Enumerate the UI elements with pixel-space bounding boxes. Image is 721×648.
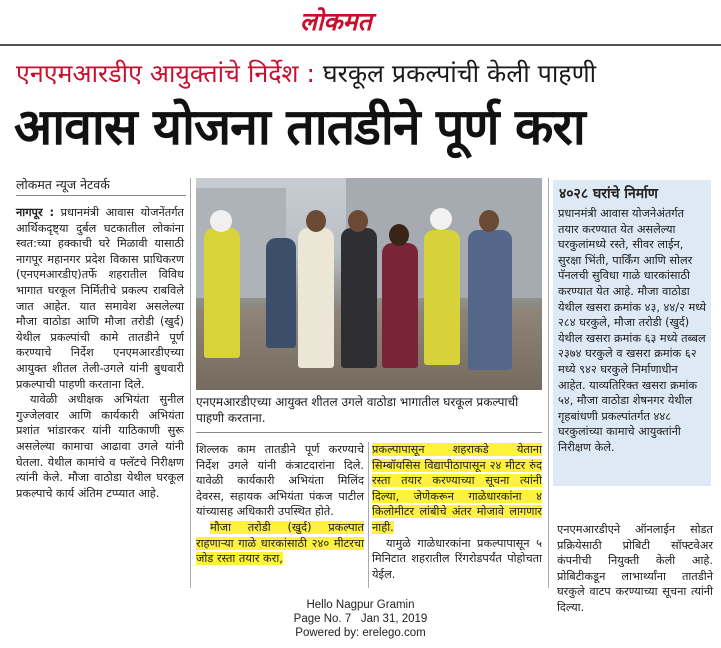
paragraph-3: शिल्लक काम तातडीने पूर्ण करण्याचे निर्देश उगले यांनी कंत्राटदारांना दिले. यावेळी कार्यकारी अभियंता मिलिंद देवरस, सहायक अभियंता पंकज पाटील यांच्यासह अधिकारी उपस्थित होते.	[196, 443, 364, 519]
masthead	[0, 0, 721, 44]
paragraph-2: यावेळी अधीक्षक अभियंता सुनील गुज्जेलवार आणि कार्यकारी अभियंता प्रशांत भांडारकर यांनी याठिकाणी सुरू असलेल्या कामाचा आढावा उगले यांनी घेतला. येथील कामांचे व फ्लॅटचे निरीक्षण त्यांनी केले. मौजा वाठोडा येथील घरकूल प्रकल्पाचे कार्य अंतिम टप्प्यात आहे.	[16, 393, 184, 500]
dateline: नागपूर :	[16, 206, 55, 219]
paragraph-7: एनएमआरडीएने ऑनलाईन सोडत प्रक्रियेसाठी प्रोबिटी सॉफ्टवेअर कंपनीची नियुक्ती केली आहे. प्रोबिटीकडून लाभार्थ्यांना तातडीने घरकुले वाटप करण्याच्या सूचना त्यांनी दिल्या.	[557, 523, 713, 614]
paragraph-6: यामुळे गाळेधारकांना प्रकल्पापासून ५ मिनिटात शहरातील रिंगरोडपर्यंत पोहोचता येईल.	[372, 536, 542, 581]
column-divider	[190, 178, 191, 588]
sidebar-title: ४०२८ घरांचे निर्माण	[559, 186, 658, 202]
column-divider	[548, 178, 549, 588]
powered-by: Powered by: erelego.com	[295, 627, 426, 639]
caption-rule	[196, 432, 542, 433]
main-headline: आवास योजना तातडीने पूर्ण करा	[14, 98, 585, 156]
paragraph-4	[196, 520, 364, 567]
paragraph-1-text: प्रधानमंत्री आवास योजनेंतर्गत आर्थिकदृष्ट्या दुर्बल घटकातील लोकांना स्वत:च्या हक्काची घरे मिळावी यासाठी नागपूर महानगर प्रदेश विकास प्राधिकरण (एनएमआरडीए)तर्फे शहरातील विविध भागात घरकूल निर्मितीचे प्रकल्प राबविले जात आहेत. यात समावेश असलेल्या मौजा वाठोडा आणि मौजा तरोडी (खुर्द) येथील प्रकल्पांची कामे तातडीने पूर्ण करण्याचे निर्देश एनएमआरडीएच्या आयुक्त शीतल तेली-उगले यांनी बुधवारी प्रकल्पाची पाहणी करताना दिले.	[16, 206, 184, 391]
news-photo	[196, 178, 542, 390]
kicker-lead: एनएमआरडीए आयुक्तांचे निर्देश :	[16, 59, 315, 88]
page-footer	[0, 598, 721, 640]
paragraph-1	[16, 205, 184, 392]
article-column-3	[372, 442, 542, 582]
photo-caption: एनएमआरडीएच्या आयुक्त शीतल उगले वाठोडा भागातील घरकूल प्रकल्पाची पाहणी करताना.	[196, 395, 519, 425]
sidebar-text: प्रधानमंत्री आवास योजनेअंतर्गत तयार करण्यात येत असलेल्या घरकुलांमध्ये रस्ते, सीवर लाईन, सुरक्षा भिंती, पार्किंग आणि सोलर पॅनलची सुविधा गाळे धारकांसाठी करण्यात येत आहे. मौजा वाठोडा येथील खसरा क्रमांक ४३, ४४/२ मध्ये २८४ घरकुले, मौजा तरोडी (खुर्द) येथील खसरा क्रमांक ६३ मध्ये तब्बल २३७४ घरकुले व खसरा क्रमांक ६२ मध्ये ९४२ घरकुले निर्माणाधीन आहेत. याव्यतिरिक्त खसरा क्रमांक ५४, मौजा वाठोडा शेषनगर येथील गृहबांधणी प्रकल्पांतर्गत ४४८ घरकुलांच्या कामाचे आयुक्तांनी निरीक्षण केले.	[558, 207, 707, 454]
byline: लोकमत न्यूज नेटवर्क	[16, 177, 110, 192]
highlighted-text: मौजा तरोडी (खुर्द) प्रकल्पात राहणाऱ्या गाळे धारकांसाठी २४० मीटरचा जोड रस्ता तयार करा,	[196, 520, 364, 566]
page-number: Page No. 7	[293, 613, 352, 625]
byline-rule	[16, 195, 186, 196]
page-info	[0, 612, 721, 626]
newspaper-logo: लोकमत	[300, 7, 372, 36]
kicker-headline	[16, 58, 596, 90]
publish-date: Jan 31, 2019	[360, 613, 428, 625]
highlighted-text: प्रकल्पापासून शहराकडे येताना सिम्बॉयसिस विद्यापीठापासून २४ मीटर रुंद रस्ता तयार करण्याच्या सूचना त्यांनी दिल्या, जेणेकरून गाळेधारकांना ४ किलोमीटर लांबीचे अंतर मोजावे लागणार नाही.	[372, 443, 542, 534]
column-divider	[368, 442, 369, 588]
paragraph-5	[372, 442, 542, 536]
edition-name: Hello Nagpur Gramin	[306, 599, 415, 611]
kicker-rest: घरकूल प्रकल्पांची केली पाहणी	[322, 59, 597, 88]
article-column-2	[196, 442, 364, 567]
masthead-rule	[0, 44, 721, 46]
article-column-1	[16, 205, 184, 501]
